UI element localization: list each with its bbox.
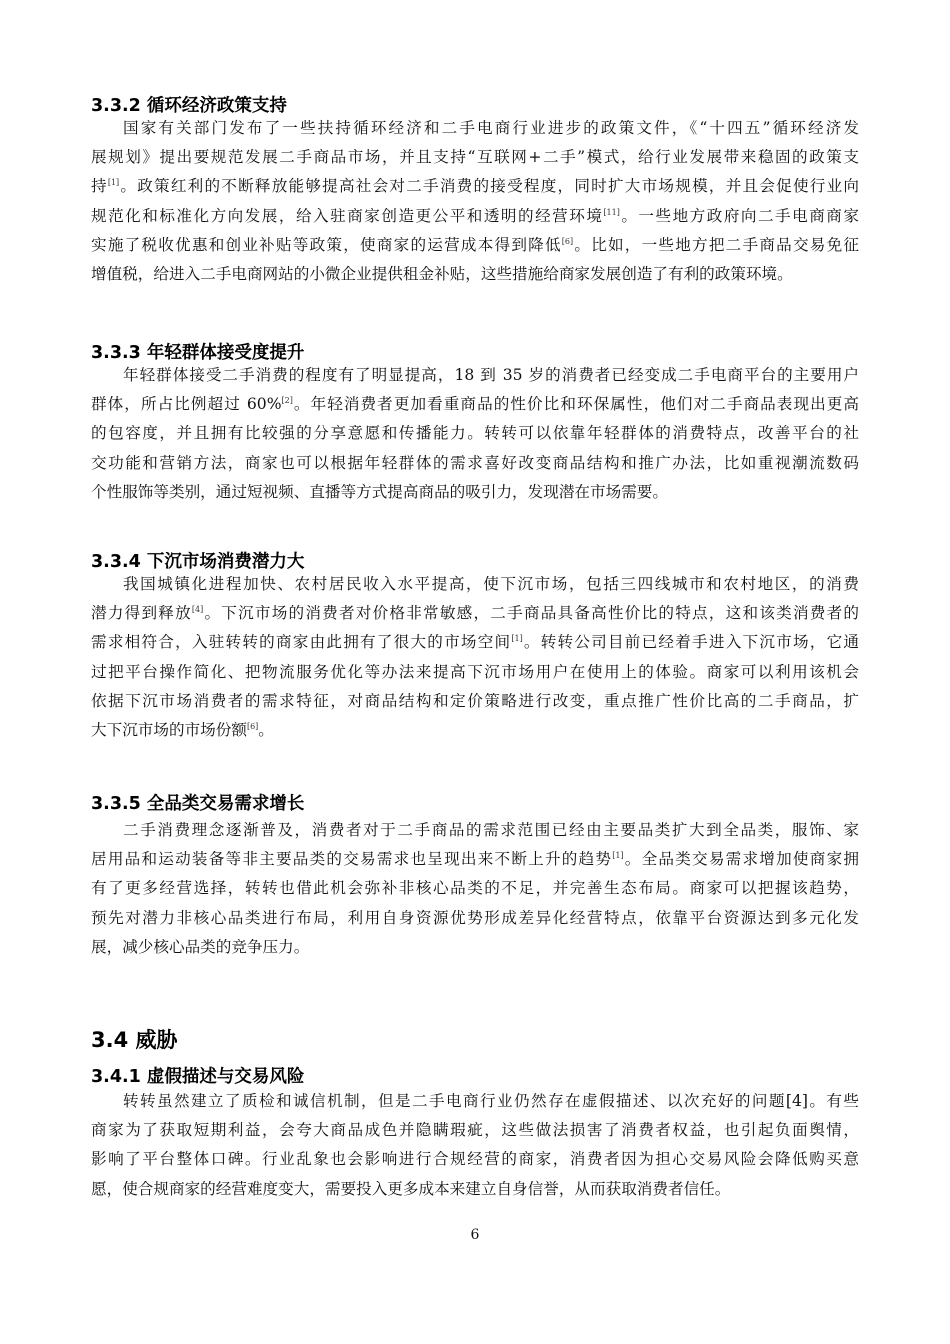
text-line: 我国城镇化进程加快、农村居民收入水平提高，使下沉市场，包括三四线城市和农村地区，的消费: [123, 575, 859, 593]
citation: [11]: [603, 207, 620, 217]
paragraph-3-4-1: [91, 1087, 859, 1204]
paragraph-3-3-4: [91, 570, 859, 745]
text-line: 转转虽然建立了质检和诚信机制，但是二手电商行业仍然存在虚假描述、以次充好的问题[4]。有些: [123, 1092, 859, 1110]
text-line: 大下沉市场的市场份额[6]。: [91, 720, 274, 739]
section-heading-3-3-4: 3.3.4 下沉市场消费潜力大: [91, 552, 305, 572]
paragraph-3-3-5: [91, 816, 859, 962]
text-line: 商家为了获取短期利益，会夸大商品成色并隐瞒瑕疵，这些做法损害了消费者权益，也引起负面舆情，: [91, 1121, 859, 1140]
citation: [6]: [561, 236, 574, 246]
section-heading-3-4-1: 3.4.1 虚假描述与交易风险: [91, 1067, 305, 1087]
text-line: 国家有关部门发布了一些扶持循环经济和二手电商行业进步的政策文件，《“十四五”循环经济发: [123, 119, 859, 137]
citation: [2]: [281, 396, 293, 405]
citation: [1]: [511, 634, 523, 644]
text-line: 过把平台操作简化、把物流服务优化等办法来提高下沉市场用户在使用上的体验。商家可以利用该机会: [91, 662, 859, 681]
paragraph-3-3-3: [91, 361, 859, 507]
text-line: 居用品和运动装备等非主要品类的交易需求也呈现出来不断上升的趋势[1]。全品类交易需求增加使商家拥: [91, 850, 859, 869]
text-line: 个性服饰等类别，通过短视频、直播等方式提高商品的吸引力，发现潜在市场需要。: [91, 482, 668, 501]
text-line: 年轻群体接受二手消费的程度有了明显提高，18 到 35 岁的消费者已经变成二手电商平台的主要用户: [123, 366, 859, 384]
text-line: 依据下沉市场消费者的需求特征，对商品结构和定价策略进行改变，重点推广性价比高的二手商品，扩: [91, 691, 859, 710]
section-heading-3-3-5: 3.3.5 全品类交易需求增长: [91, 794, 305, 814]
text-line: 需求相符合，入驻转转的商家由此拥有了很大的市场空间[1]。转转公司目前已经着手进入下沉市场，它通: [91, 633, 859, 652]
citation: [6]: [246, 721, 259, 731]
text-line: 规范化和标准化方向发展，给入驻商家创造更公平和透明的经营环境[11]。一些地方政府向二手电商商家: [91, 206, 859, 225]
section-heading-3-4: 3.4 威胁: [91, 1028, 178, 1052]
text-line: 展规划》提出要规范发展二手商品市场，并且支持“互联网+二手”模式，给行业发展带来稳固的政策支: [91, 148, 859, 167]
text-line: 交功能和营销方法，商家也可以根据年轻群体的需求喜好改变商品结构和推广办法，比如重视潮流数码: [91, 453, 859, 472]
text-line: 潜力得到释放[4]。下沉市场的消费者对价格非常敏感，二手商品具备高性价比的特点，这和该类消费者的: [91, 604, 859, 623]
text-line: 有了更多经营选择，转转也借此机会弥补非核心品类的不足，并完善生态布局。商家可以把握该趋势，: [91, 879, 859, 898]
text-line: 群体，所占比例超过 60%[2]。年轻消费者更加看重商品的性价比和环保属性，他们对二手商品表现出更高: [91, 395, 859, 414]
text-line: 预先对潜力非核心品类进行布局，利用自身资源优势形成差异化经营特点，依靠平台资源达到多元化发: [91, 908, 859, 927]
citation: [1]: [107, 178, 120, 188]
section-heading-3-3-3: 3.3.3 年轻群体接受度提升: [91, 343, 305, 363]
text-line: 的包容度，并且拥有比较强的分享意愿和传播能力。转转可以依靠年轻群体的消费特点，改善平台的社: [91, 424, 859, 443]
section-heading-3-3-2: 3.3.2 循环经济政策支持: [91, 96, 287, 116]
citation: [4]: [191, 605, 204, 614]
text-line: 二手消费理念逐渐普及，消费者对于二手商品的需求范围已经由主要品类扩大到全品类，服饰、家: [123, 821, 859, 839]
page-number: 6: [470, 1227, 480, 1243]
paragraph-3-3-2: [91, 114, 859, 289]
citation: [1]: [612, 851, 624, 860]
text-line: 增值税，给进入二手电商网站的小微企业提供租金补贴，这些措施给商家发展创造了有利的政策环境。: [91, 264, 793, 283]
text-line: 实施了税收优惠和创业补贴等政策，使商家的运营成本得到降低[6]。比如，一些地方把二手商品交易免征: [91, 235, 859, 254]
text-line: 持[1]。政策红利的不断释放能够提高社会对二手消费的接受程度，同时扩大市场规模，并且会促使行业向: [91, 177, 859, 196]
text-line: 影响了平台整体口碑。行业乱象也会影响进行合规经营的商家，消费者因为担心交易风险会降低购买意: [91, 1150, 859, 1169]
text-line: 展，减少核心品类的竞争压力。: [91, 937, 310, 956]
text-line: 愿，使合规商家的经营难度变大，需要投入更多成本来建立自身信誉，从而获取消费者信任。: [91, 1179, 731, 1198]
